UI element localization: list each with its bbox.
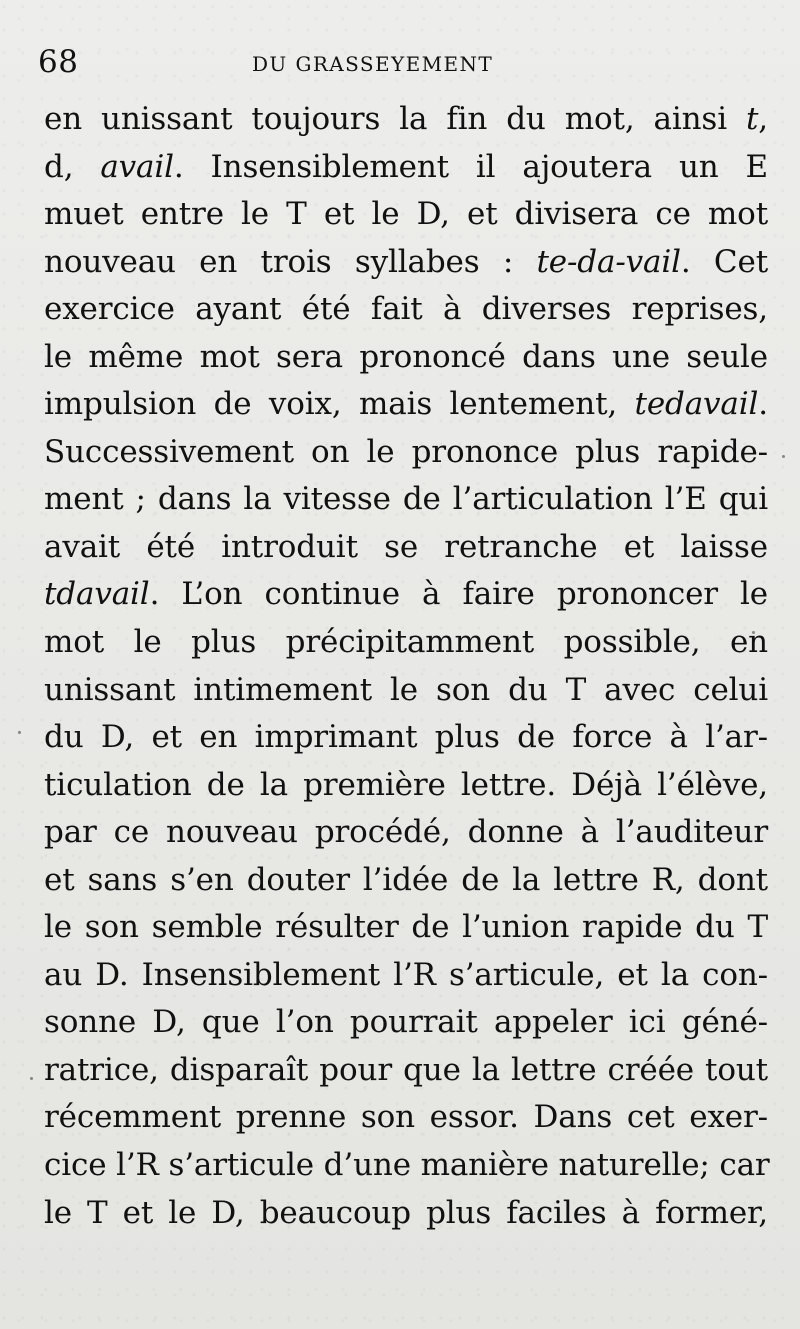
print-speck — [752, 631, 755, 634]
text-line-16: par ce nouveau procédé, donne à l’auditeur — [44, 814, 768, 851]
text-line-13: unissant intimement le son du T avec celui — [44, 671, 768, 708]
text-line-19: au D. Insensiblement l’R s’articule, et la con- — [44, 956, 768, 993]
text-line-5: exercice ayant été fait à diverses reprises, — [44, 291, 768, 328]
italic-word: tedavail — [634, 386, 759, 423]
print-speck — [18, 731, 21, 734]
italic-word: avail — [100, 148, 174, 185]
italic-word: te-da-vail — [536, 243, 681, 280]
text-line-1: en unissant toujours la fin du mot, ainsi t, — [44, 101, 768, 137]
text-line-20: sonne D, que l’on pourrait appeler ici géné- — [44, 1004, 768, 1041]
text-line-6: le même mot sera prononcé dans une seule — [44, 338, 768, 375]
text-line-7: impulsion de voix, mais lentement, tedavail. — [44, 386, 768, 423]
text-line-4: nouveau en trois syllabes : te-da-vail. Cet — [44, 243, 769, 280]
running-title: DU GRASSEYEMENT — [252, 52, 494, 76]
italic-word: t — [745, 101, 759, 137]
text-line-9: ment ; dans la vitesse de l’articulation l’E qui — [44, 481, 768, 518]
text-line-23: cice l’R s’articule d’une manière naturelle; car — [44, 1147, 770, 1184]
text-line-24: le T et le D, beaucoup plus faciles à former, — [44, 1194, 768, 1231]
text-line-21: ratrice, disparaît pour que la lettre créée tout — [44, 1051, 768, 1088]
print-speck — [782, 455, 785, 458]
page-header — [38, 45, 758, 85]
text-line-2: d, avail. Insensiblement il ajoutera un E — [44, 148, 768, 185]
text-line-17: et sans s’en douter l’idée de la lettre R, dont — [44, 861, 768, 898]
italic-word: tdavail — [44, 576, 150, 613]
text-line-15: ticulation de la première lettre. Déjà l’élève, — [44, 766, 768, 803]
text-line-18: le son semble résulter de l’union rapide du T — [44, 909, 768, 946]
text-line-12: mot le plus précipitamment possible, en — [44, 624, 768, 661]
print-speck — [30, 1077, 33, 1080]
page-number: 68 — [38, 44, 79, 80]
body-text — [44, 96, 768, 1237]
text-line-8: Successivement on le prononce plus rapide- — [44, 433, 768, 470]
text-line-11: tdavail. L’on continue à faire prononcer le — [44, 576, 768, 613]
text-line-14: du D, et en imprimant plus de force à l’ar- — [44, 719, 768, 756]
text-line-10: avait été introduit se retranche et laisse — [44, 528, 768, 565]
text-line-3: muet entre le T et le D, et divisera ce mot — [44, 196, 768, 233]
text-line-22: récemment prenne son essor. Dans cet exer- — [44, 1099, 768, 1136]
